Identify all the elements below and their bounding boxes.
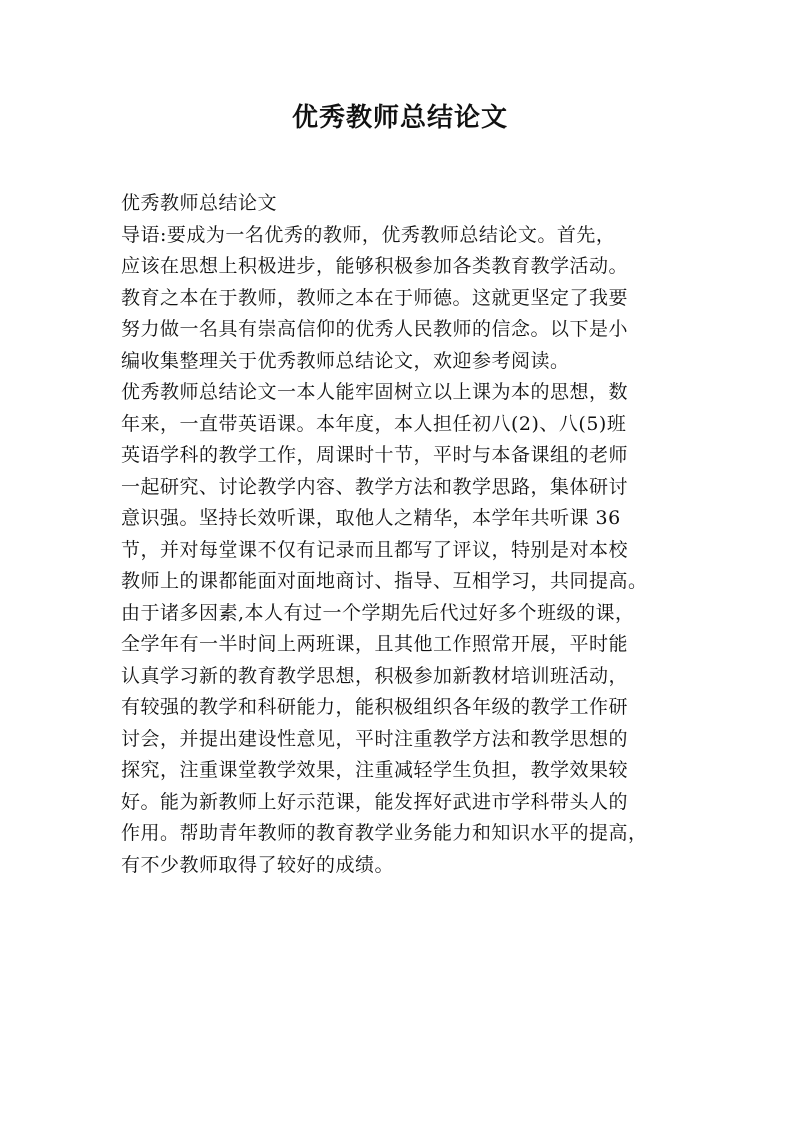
body-line: 全学年有一半时间上两班课，且其他工作照常开展，平时能 [121, 633, 629, 655]
body-line: 作用。帮助青年教师的教育教学业务能力和知识水平的提高， [121, 822, 648, 844]
body-line: 好。能为新教师上好示范课，能发挥好武进市学科带头人的 [121, 790, 629, 813]
body-line: 年来，一直带英语课。本年度，本人担任初八(2)、八(5)班 [121, 412, 627, 435]
body-line: 由于诸多因素,本人有过一个学期先后代过好多个班级的课， [121, 601, 635, 624]
body-line: 应该在思想上积极进步，能够积极参加各类教育教学活动。 [121, 255, 629, 277]
body-line: 节，并对每堂课不仅有记录而且都写了评议，特别是对本校 [121, 538, 629, 561]
body-line: 英语学科的教学工作，周课时十节，平时与本备课组的老师 [121, 444, 629, 466]
body-line: 教师上的课都能面对面地商讨、指导、互相学习，共同提高。 [121, 570, 648, 592]
document-title: 优秀教师总结论文 [291, 103, 508, 133]
body-line: 有较强的教学和科研能力，能积极组织各年级的教学工作研 [121, 696, 629, 718]
body-line: 导语:要成为一名优秀的教师，优秀教师总结论文。首先， [121, 223, 616, 246]
body-line: 优秀教师总结论文 [121, 192, 278, 214]
document-body [121, 188, 691, 881]
body-line: 教育之本在于教师，教师之本在于师德。这就更坚定了我要 [121, 286, 629, 309]
body-line: 一起研究、讨论教学内容、教学方法和教学思路，集体研讨 [121, 475, 629, 498]
body-line: 讨会，并提出建设性意见，平时注重教学方法和教学思想的 [121, 727, 629, 750]
body-line: 探究，注重课堂教学效果，注重减轻学生负担，教学效果较 [121, 759, 629, 781]
body-line: 有不少教师取得了较好的成绩。 [121, 853, 395, 876]
body-line: 优秀教师总结论文一本人能牢固树立以上课为本的思想，数 [121, 381, 629, 403]
body-line: 努力做一名具有崇高信仰的优秀人民教师的信念。以下是小 [121, 318, 629, 340]
body-line: 编收集整理关于优秀教师总结论文，欢迎参考阅读。 [121, 349, 570, 372]
body-line: 意识强。坚持长效听课，取他人之精华，本学年共听课 36 [121, 507, 621, 529]
body-line: 认真学习新的教育教学思想，积极参加新教材培训班活动， [121, 664, 629, 687]
